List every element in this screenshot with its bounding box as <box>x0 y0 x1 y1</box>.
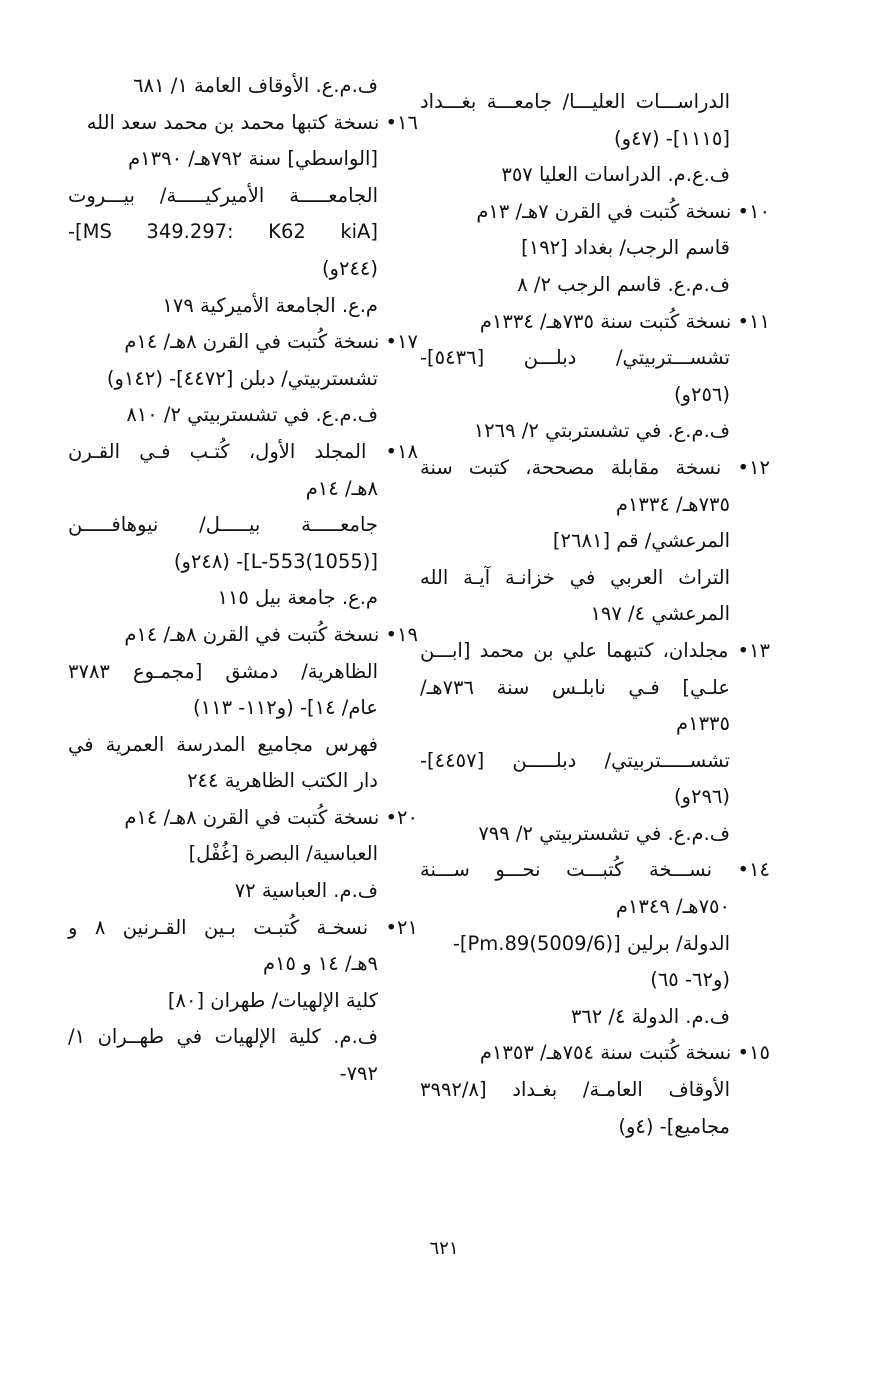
text-line: [الواسطي] سنة ٧٩٢هـ/ ١٣٩٠م <box>128 147 378 171</box>
text-line: جامعـــــة بيـــــل/ نيوهافـــــن <box>68 513 378 537</box>
text-line: الجامعـــــة الأميركيـــــة/ بيـــروت <box>68 183 378 207</box>
text-line: ف.ع.م. الدراسات العليا ٣٥٧ <box>501 163 730 187</box>
text-line: (٢٤٤و) <box>321 256 378 280</box>
text-line: ١٣• مجلدان، كتبهما علي بن محمد [ابـــن <box>420 638 770 662</box>
text-line: ف.م. كلية الإلهيات في طهــران ١/ <box>68 1025 378 1049</box>
text-line: (٢٩٦و) <box>673 785 730 809</box>
text-line: ٢٠• نسخة كُتبت في القرن ٨هـ/ ١٤م <box>124 805 418 829</box>
text-line: دار الكتب الظاهرية ٢٤٤ <box>187 769 378 793</box>
text-line: ف.م.ع. في تشستربيتي ٢/ ٨١٠ <box>126 403 378 427</box>
text-line: ف.م.ع. في تشستربيتي ٢/ ٧٩٩ <box>478 821 730 845</box>
text-line: [١١١٥]- (٤٧و) <box>614 126 730 150</box>
text-line: المرعشي ٤/ ١٩٧ <box>590 602 730 626</box>
text-line: ٧٩٢- <box>339 1062 378 1086</box>
text-line: عام/ ١٤]- (و١١٢- ١١٣) <box>193 696 378 720</box>
text-line: م.ع. الجامعة الأميركية ١٧٩ <box>162 293 378 317</box>
text-line: ٧٣٥هـ/ ١٣٣٤م <box>615 492 730 516</box>
text-line: ف.م.ع. قاسم الرجب ٢/ ٨ <box>517 272 730 296</box>
text-line: ١٦• نسخة كتبها محمد بن محمد سعد الله <box>86 110 418 134</box>
text-line: ف.م. الدولة ٤/ ٣٦٢ <box>570 1004 730 1028</box>
text-line: ف.م. العباسية ٧٢ <box>234 879 378 903</box>
text-line: علـي] فـي نابلـس سنة ٧٣٦هـ/ <box>420 675 730 699</box>
text-line: ف.م.ع. في تشستربتي ٢/ ١٢٦٩ <box>473 419 730 443</box>
text-line: (٢٥٦و) <box>673 382 730 406</box>
text-line: ١٠• نسخة كُتبت في القرن ٧هـ/ ١٣م <box>476 199 770 223</box>
text-line: كلية الإلهيات/ طهران [٨٠] <box>167 988 378 1012</box>
text-line: [MS 349.297: K62 kiA]- <box>68 220 378 244</box>
text-line: ١٨• المجلد الأول، كُتـب فـي القـرن <box>68 439 418 463</box>
text-line: ١٣٣٥م <box>676 712 730 736</box>
text-line: ٩هـ/ ١٤ و ١٥م <box>262 952 378 976</box>
text-line: ١٥• نسخة كُتبت سنة ٧٥٤هـ/ ١٣٥٣م <box>479 1041 770 1065</box>
text-line: ١٩• نسخة كُتبت في القرن ٨هـ/ ١٤م <box>124 622 418 646</box>
text-line: ١١• نسخة كُتبت سنة ٧٣٥هـ/ ١٣٣٤م <box>479 309 770 333</box>
text-line: الدراســـات العليـــا/ جامعـــة بغـــداد <box>420 90 730 113</box>
text-line: الأوقاف العامـة/ بغـداد [٣٩٩٢/٨ <box>420 1078 730 1102</box>
text-line: المرعشي/ قم [٢٦٨١] <box>552 529 730 553</box>
text-line: فهرس مجاميع المدرسة العمرية في <box>68 732 378 756</box>
text-line: مجاميع]- (٤و) <box>618 1114 730 1138</box>
text-line: تشســـتربيتي/ دبلـــن [٥٤٣٦]- <box>420 346 730 370</box>
text-line: ١٧• نسخة كُتبت في القرن ٨هـ/ ١٤م <box>124 330 418 354</box>
left-text-column <box>68 68 418 1093</box>
text-line: العباسية/ البصرة [غُفْل] <box>188 842 378 866</box>
right-text-column <box>420 84 770 1145</box>
text-line: ٧٥٠هـ/ ١٣٤٩م <box>615 895 730 919</box>
text-line: (و٦٢- ٦٥) <box>650 968 730 992</box>
text-line: ٨هـ/ ١٤م <box>305 476 378 500</box>
text-line: م.ع. جامعة بيل ١١٥ <box>217 586 378 610</box>
text-line: ٢١• نسخـة كُتبـت بـين القـرنين ٨ و <box>68 915 418 939</box>
text-line: [(1055)L-553]- (٢٤٨و) <box>173 549 378 573</box>
text-line: تشســـــتربيتي/ دبلـــــن [٤٤٥٧]- <box>420 748 730 772</box>
text-line: الظاهرية/ دمشق [مجمـوع ٣٧٨٣ <box>68 659 378 683</box>
text-line: التراث العربي في خزانـة آيـة الله <box>420 565 730 589</box>
text-line: ١٢• نسخة مقابلة مصححة، كتبت سنة <box>420 455 770 479</box>
text-line: قاسم الرجب/ بغداد [١٩٢] <box>521 236 730 260</box>
text-line: تشستربيتي/ دبلن [٤٤٧٢]- (١٤٢و) <box>106 366 378 390</box>
page-number: ٦٢١ <box>429 1238 459 1259</box>
text-line: ١٤• نســـخة كُتبـــت نحـــو ســـنة <box>420 858 770 882</box>
text-line: الدولة/ برلين [(5009/6)Pm.89]- <box>452 931 730 955</box>
text-line: ف.م.ع. الأوقاف العامة ١/ ٦٨١ <box>133 74 378 97</box>
